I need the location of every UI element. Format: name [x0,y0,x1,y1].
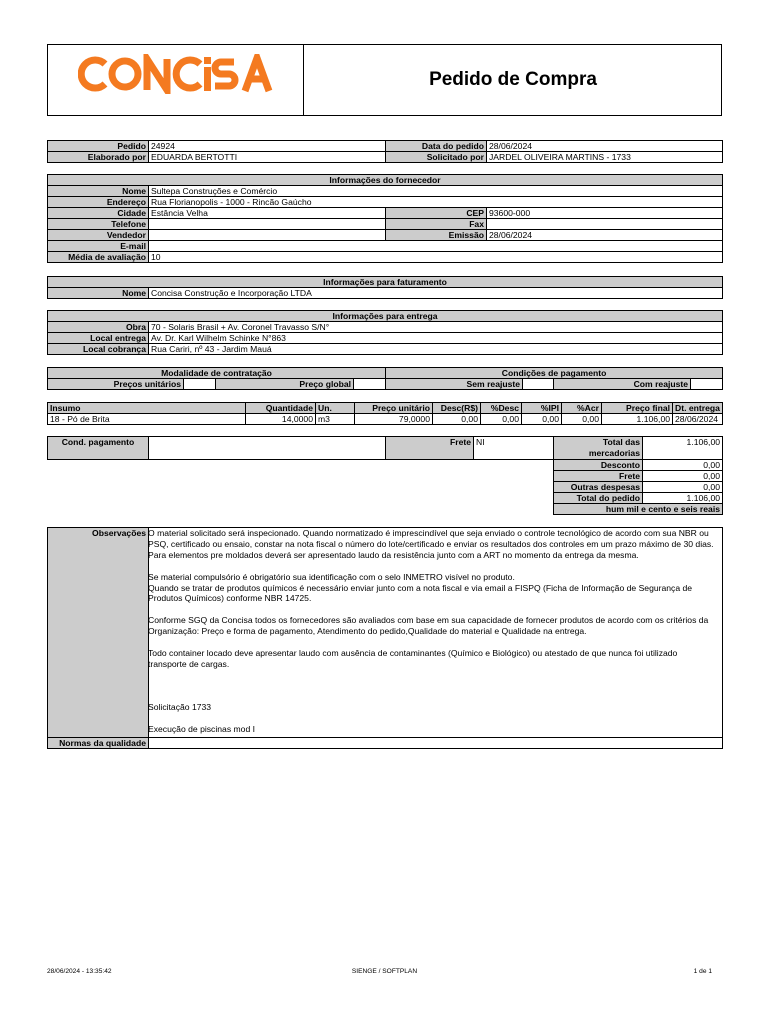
item-pct-ipi: 0,00 [522,414,562,425]
col-preco-final: Preço final [602,403,673,414]
obs-paragraph-6: Solicitação 1733 [148,702,212,713]
item-quantidade: 14,0000 [246,414,316,425]
supplier-media-value: 10 [149,252,723,263]
modalidade-title: Modalidade de contratação [48,368,386,379]
pedido-label: Pedido [48,141,149,152]
total-extenso: hum mil e cento e seis reais [554,504,723,515]
frete-valor-label: Frete [554,471,643,482]
item-desc-rs: 0,00 [433,414,481,425]
supplier-nome-value: Sultepa Construções e Comércio [149,186,723,197]
supplier-nome-label: Nome [48,186,149,197]
obs-paragraph-2: Se material compulsório é obrigatório sua identificação com o selo INMETRO visível no produto. Quando se tratar de produtos químicos é necessário enviar junto com a nota fiscal e via email a FISPQ (Ficha de Informação de Segurança de Produtos Químicos) conforme NBR 14725. [148,571,693,604]
obs-paragraph-3: Conforme SGQ da Concisa todos os fornecedores são avaliados com base em sua capacidade de fornecer produtos de acordo com os critérios da Organização: Preço e forma de pagamento, Atendimento do pedido,Qualidade do material e Qualidade na entrega. [148,615,709,637]
observacoes-label: Observações [48,528,149,738]
totals-table [553,436,723,515]
col-pct-ipi: %IPI [522,403,562,414]
col-pct-acr: %Acr [562,403,602,414]
item-pct-acr: 0,00 [562,414,602,425]
footer-system: SIENGE / SOFTPLAN [351,968,418,975]
obs-paragraph-5 [148,681,718,692]
normas-label: Normas da qualidade [48,738,149,749]
total-pedido-value: 1.106,00 [643,493,723,504]
frete-label: Frete [386,437,474,460]
precos-unitarios-label: Preços unitários [48,379,184,390]
supplier-emissao-label: Emissão [386,230,487,241]
supplier-fax-label: Fax [386,219,487,230]
pedido-value: 24924 [149,141,386,152]
contract-table [47,367,723,390]
sem-reajuste-checkbox [523,379,554,390]
items-table [47,402,723,425]
col-desc-rs: Desc(R$) [433,403,481,414]
billing-nome-label: Nome [48,288,149,299]
supplier-fax-value [487,219,723,230]
elaborado-value: EDUARDA BERTOTTI [149,152,386,163]
condicoes-title: Condições de pagamento [386,368,723,379]
obra-value: 70 - Solaris Brasil + Av. Coronel Travasso S/N° [149,322,723,333]
total-mercadorias-value: 1.106,00 [643,437,723,460]
delivery-table [47,310,723,355]
concisa-logo-wordmark [78,54,274,94]
data-pedido-value: 28/06/2024 [487,141,723,152]
com-reajuste-label: Com reajuste [554,379,691,390]
preco-global-checkbox [354,379,386,390]
supplier-vendedor-value [149,230,386,241]
obra-label: Obra [48,322,149,333]
item-pct-desc: 0,00 [481,414,522,425]
supplier-telefone-label: Telefone [48,219,149,230]
supplier-telefone-value [149,219,386,230]
supplier-email-label: E-mail [48,241,149,252]
obs-paragraph-4: Todo container locado deve apresentar laudo com ausência de contaminantes (Químico e Biológico) ou atestado de que nunca foi utilizado transporte de cargas. [148,647,678,669]
data-pedido-label: Data do pedido [386,141,487,152]
supplier-endereco-label: Endereço [48,197,149,208]
payment-table [47,436,386,460]
cond-pagamento-label: Cond. pagamento [48,437,149,460]
col-insumo: Insumo [48,403,246,414]
total-mercadorias-label: Total das mercadorias [554,437,643,460]
item-dt-entrega: 28/06/2024 [673,414,723,425]
local-cobranca-label: Local cobrança [48,344,149,355]
col-quantidade: Quantidade [246,403,316,414]
col-preco-unitario: Preço unitário [355,403,433,414]
outras-despesas-label: Outras despesas [554,482,643,493]
observacoes-text [148,528,718,746]
desconto-label: Desconto [554,460,643,471]
local-entrega-label: Local entrega [48,333,149,344]
supplier-table [47,174,723,263]
col-pct-desc: %Desc [481,403,522,414]
sem-reajuste-label: Sem reajuste [386,379,523,390]
com-reajuste-checkbox [691,379,723,390]
solicitado-label: Solicitado por [386,152,487,163]
solicitado-value: JARDEL OLIVEIRA MARTINS - 1733 [487,152,723,163]
item-un: m3 [316,414,355,425]
item-insumo: 18 - Pó de Brita [48,414,246,425]
local-entrega-value: Av. Dr. Karl Wilhelm Schinke N°863 [149,333,723,344]
obs-paragraph-1: O material solicitado será inspecionado. Quando normatizado é imprescindível que seja enviado o controle tecnológico de acordo com sua NBR ou PSQ, certificado ou ensaio, constar na nota fiscal o número do lote/certificado e enviar os resultados dos controles em um prazo máximo de 30 dias. Para elementos pre moldados deverá ser apresentado laudo da resistência junto com a ART no momento da entrega da mesma. [148,528,714,560]
total-pedido-label: Total do pedido [554,493,643,504]
item-preco-final: 1.106,00 [602,414,673,425]
supplier-section-title: Informações do fornecedor [48,175,723,186]
supplier-vendedor-label: Vendedor [48,230,149,241]
order-info-table [47,140,723,163]
supplier-emissao-value: 28/06/2024 [487,230,723,241]
elaborado-label: Elaborado por [48,152,149,163]
supplier-cep-value: 93600-000 [487,208,723,219]
footer-page: 1 de 1 [693,968,712,975]
item-preco-unitario: 79,0000 [355,414,433,425]
billing-nome-value: Concisa Construção e Incorporação LTDA [149,288,723,299]
frete-tipo-value: NI [474,437,555,460]
page-title: Pedido de Compra [429,69,597,90]
supplier-cep-label: CEP [386,208,487,219]
cond-pagamento-value [149,437,386,460]
col-dt-entrega: Dt. entrega [673,403,723,414]
local-cobranca-value: Rua Cariri, nº 43 - Jardim Mauá [149,344,723,355]
supplier-endereco-value: Rua Florianopolis - 1000 - Rincão Gaúcho [149,197,723,208]
supplier-cidade-label: Cidade [48,208,149,219]
concisa-logo [78,54,274,104]
precos-unitarios-checkbox [184,379,216,390]
supplier-media-label: Média de avaliação [48,252,149,263]
supplier-cidade-value: Estância Velha [149,208,386,219]
preco-global-label: Preço global [216,379,354,390]
billing-section-title: Informações para faturamento [48,277,723,288]
freight-table [385,436,555,460]
obs-paragraph-7: Execução de piscinas mod I [148,724,256,735]
footer-datetime: 28/06/2024 - 13:35:42 [47,968,112,975]
billing-table [47,276,723,299]
delivery-section-title: Informações para entrega [48,311,723,322]
col-un: Un. [316,403,355,414]
outras-despesas-value: 0,00 [643,482,723,493]
table-row [48,414,723,425]
supplier-email-value [149,241,723,252]
frete-valor-value: 0,00 [643,471,723,482]
desconto-value: 0,00 [643,460,723,471]
